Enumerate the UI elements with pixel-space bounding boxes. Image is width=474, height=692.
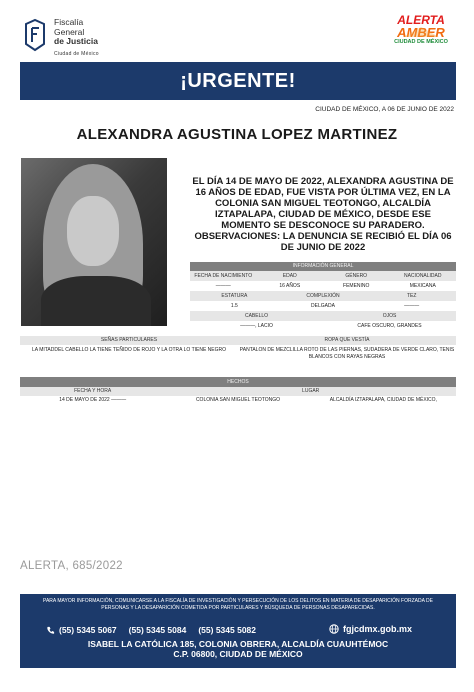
general-info-title: INFORMACIÓN GENERAL — [190, 262, 456, 271]
website-link[interactable]: fgjcdmx.gob.mx — [342, 624, 412, 634]
case-description: EL DÍA 14 DE MAYO DE 2022, ALEXANDRA AGUSTINA DE 16 AÑOS DE EDAD, FUE VISTA POR ÚLTIMA VEZ, EN LA COLONIA SAN MIGUEL TEOTONGO, ALCALDÍA IZTAPALAPA, CIUDAD DE MÉXICO, DESDE ESE MOMENTO SE DESCONOCE SU PARADERO. OBSERVACIONES: LA DENUNCIA SE RECIBIÓ EL DÍA 06 DE JUNIO DE 2022 — [192, 176, 454, 253]
phone-icon — [46, 626, 55, 635]
header — [18, 12, 458, 64]
contact-note: PARA MAYOR INFORMACIÓN, COMUNICARSE A LA FISCALÍA DE INVESTIGACIÓN Y PERSECUCIÓN DE LOS DELITOS EN MATERIA DE DESAPARICIÓN FORZADA DE PERSONAS Y LA DESAPARICIÓN COMETIDA POR PARTICULARES Y BÚSQUEDA DE PERSONAS DESAPARECIDAS. — [43, 598, 433, 611]
info-value-row: ———, LACIO CAFE OSCURO, GRANDES — [240, 323, 422, 329]
alerta-amber-logo: ALERTA AMBER CIUDAD DE MÉXICO — [394, 13, 448, 45]
facts-title: HECHOS — [20, 377, 456, 387]
phone-number[interactable]: (55) 5345 5082 — [198, 625, 257, 635]
website — [329, 624, 412, 634]
facts-value-row: 14 DE MAYO DE 2022 ——— COLONIA SAN MIGUEL TEOTONGO ALCALDÍA IZTAPALAPA, CIUDAD DE MÉXICO, — [59, 397, 437, 403]
footer — [20, 594, 456, 668]
date-line: CIUDAD DE MÉXICO, A 06 DE JUNIO DE 2022 — [315, 106, 454, 113]
phone-number[interactable]: (55) 5345 5084 — [128, 625, 187, 635]
person-name: ALEXANDRA AGUSTINA LOPEZ MARTINEZ — [76, 126, 398, 143]
info-header-row: CABELLO OJOS — [190, 311, 456, 321]
info-header-row: ESTATURA COMPLEXIÓN TEZ — [190, 291, 456, 301]
facts-table — [20, 377, 456, 405]
house-icon — [403, 27, 439, 37]
features-value-row: LA MITADDEL CABELLO LA TIENE TEÑIDO DE ROJO Y LA OTRA LO TIENE NEGRO PANTALON DE MEZCLILLA ROTO DE LAS PIERNAS, SUDADERA DE VERDE CLARO, TENIS BLANCOS CON RAYAS NEGRAS — [31, 347, 455, 360]
info-value-row: ——— 16 AÑOS FEMENINO MEXICANA — [215, 283, 436, 289]
person-photo — [21, 158, 167, 326]
alert-number: ALERTA, 685/2022 — [20, 560, 123, 572]
features-clothing-table — [20, 336, 456, 365]
features-header-row: SEÑAS PARTICULARES ROPA QUE VESTÍA — [20, 336, 456, 345]
org-name: Fiscalía General de Justicia Ciudad de México — [54, 17, 99, 57]
info-value-row: 1.5 DELGADA ——— — [230, 303, 420, 309]
globe-icon — [329, 624, 339, 634]
address: ISABEL LA CATÓLICA 185, COLONIA OBRERA, ALCALDÍA CUAUHTÉMOC C.P. 06800, CIUDAD DE MÉXICO — [87, 639, 389, 659]
urgent-banner: ¡URGENTE! — [20, 62, 456, 100]
facts-header-row: FECHA Y HORA LUGAR — [20, 387, 456, 396]
fgj-logo-icon — [22, 18, 48, 52]
general-info-table — [190, 262, 456, 331]
phone-number[interactable]: (55) 5345 5067 — [59, 625, 117, 635]
info-header-row: FECHA DE NACIMIENTO EDAD GÉNERO NACIONALIDAD — [190, 271, 456, 281]
phone-numbers — [46, 625, 268, 635]
